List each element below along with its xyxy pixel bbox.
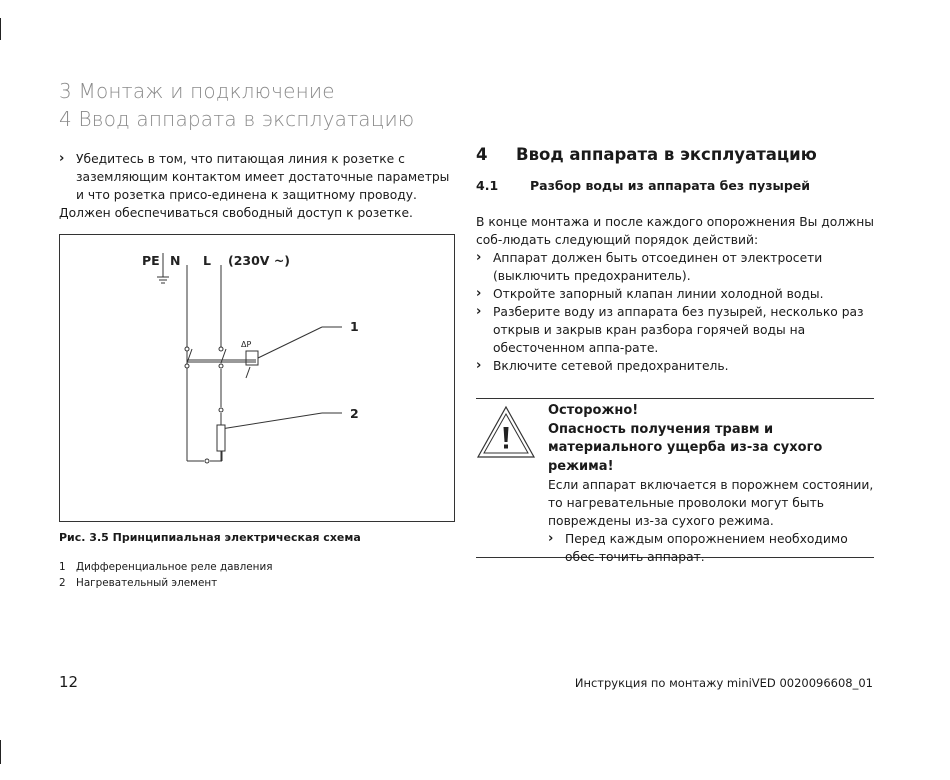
legend-item: 1 Дифференциальное реле давления [59,561,273,573]
document-title: Инструкция по монтажу miniVED 0020096608_01 [574,676,873,690]
step-item: › Аппарат должен быть отсоединен от электросети (выключить предохранитель). [476,249,874,285]
intro-paragraph: В конце монтажа и после каждого опорожнения Вы должны соб-людать следующий порядок действий: [476,215,874,247]
access-paragraph: Должен обеспечиваться свободный доступ к розетке. [59,206,413,220]
left-column [59,150,457,222]
warning-content [548,402,874,566]
wiring-diagram-svg [60,235,456,523]
warning-headline: Опасность получения травм и материального ущерба из-за сухого режима! [548,421,823,474]
wiring-diagram [59,234,455,522]
crop-mark-top [0,18,1,40]
page-number: 12 [59,673,79,691]
pe-terminal-label: PE [142,253,160,268]
legend-item: 2 Нагревательный элемент [59,576,218,589]
warning-box [476,398,874,564]
subsection-heading: 4.1 Разбор воды из аппарата без пузырей [476,178,811,193]
callout-2: 2 [350,406,359,421]
step-item: › Откройте запорный клапан линии холодной воды. [476,285,874,303]
running-header-chapter4: 4 Ввод аппарата в эксплуатацию [59,107,415,131]
warning-triangle-icon [476,405,536,459]
warning-text: Если аппарат включается в порожнем состоянии, то нагревательные проволоки могут быть повреждены из-за сухого режима. [548,478,874,528]
running-header-chapter3: 3 Монтаж и подключение [59,79,335,103]
step-item: › Разберите воду из аппарата без пузырей, несколько раз открыв и закрыв кран разбора горячей воды на обесточенном аппа-рате. [476,303,874,357]
n-terminal-label: N [170,253,181,268]
l-terminal-label: L [203,253,211,268]
pressure-delta-label: ΔP [241,340,252,349]
grounding-bullet: › Убедитесь в том, что питающая линия к розетке с заземляющим контактом имеет достаточные параметры и что розетка присо-единена к защитному проводу. [59,150,457,204]
callout-1: 1 [350,319,359,334]
figure-legend [59,560,272,591]
step-item: › Включите сетевой предохранитель. [476,357,874,375]
right-column [476,145,874,375]
section-heading: 4 Ввод аппарата в эксплуатацию [476,145,817,164]
figure-caption: Рис. 3.5 Принципиальная электрическая схема [59,531,361,544]
warning-label: Осторожно! [548,403,639,418]
voltage-label: (230V ~) [228,253,291,268]
warning-action: › Перед каждым опорожнением необходимо обес-точить аппарат. [548,530,874,566]
crop-mark-bottom [0,740,1,764]
